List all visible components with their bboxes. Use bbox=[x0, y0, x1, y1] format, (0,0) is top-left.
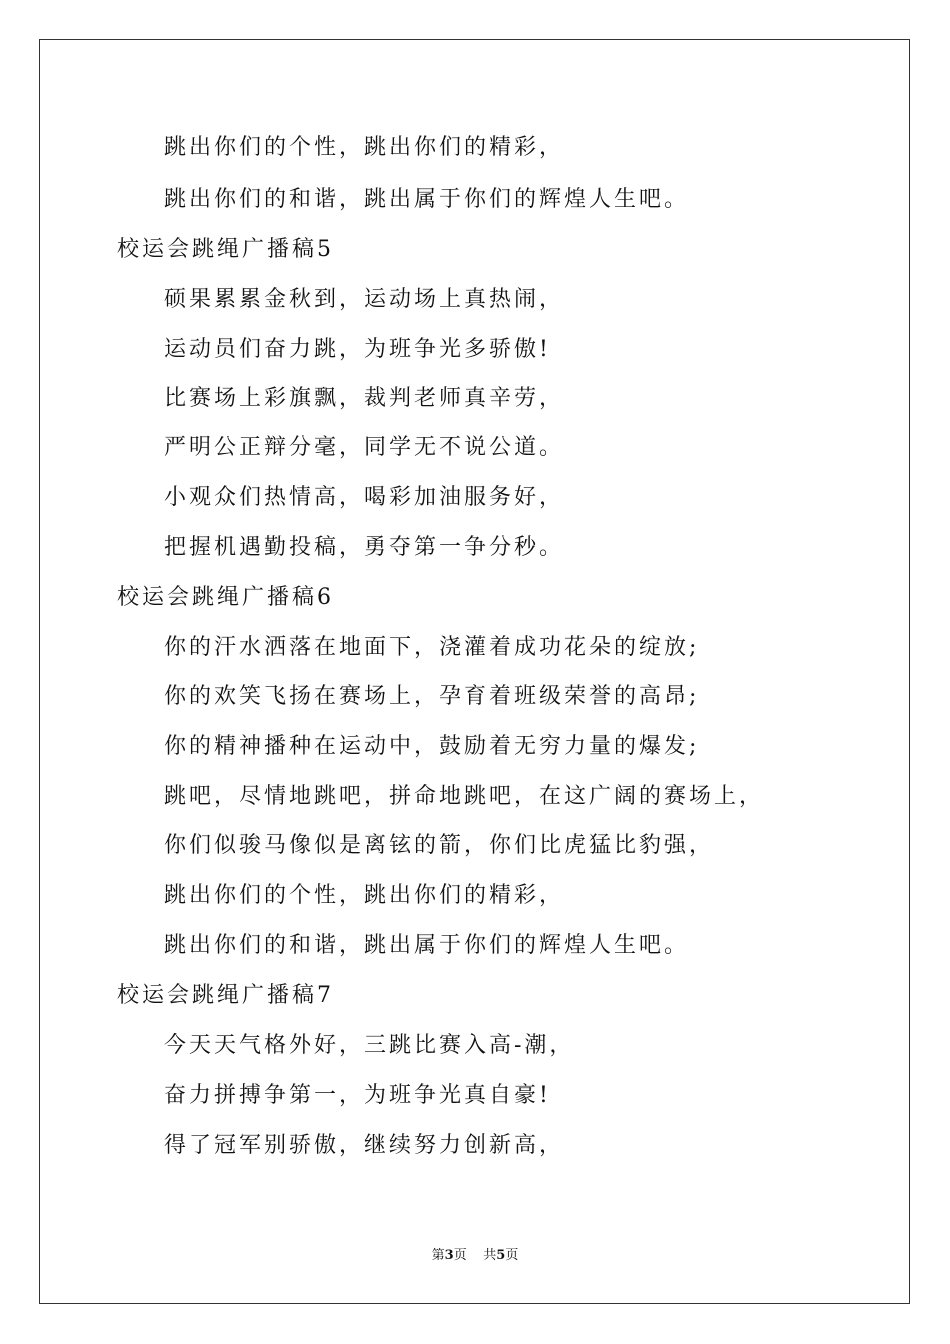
poem-line: 小观众们热情高，喝彩加油服务好， bbox=[164, 485, 565, 510]
page-border bbox=[39, 39, 910, 1304]
poem-line: 严明公正辩分毫，同学无不说公道。 bbox=[164, 435, 565, 460]
poem-line: 你的汗水洒落在地面下，浇灌着成功花朵的绽放; bbox=[164, 635, 700, 660]
poem-line: 你们似骏马像似是离铉的箭，你们比虎猛比豹强， bbox=[164, 833, 715, 858]
poem-line: 运动员们奋力跳，为班争光多骄傲! bbox=[164, 337, 551, 362]
poem-line: 跳出你们的和谐，跳出属于你们的辉煌人生吧。 bbox=[164, 933, 690, 958]
poem-line: 跳出你们的个性，跳出你们的精彩， bbox=[164, 135, 565, 160]
poem-line: 你的精神播种在运动中，鼓励着无穷力量的爆发; bbox=[164, 734, 700, 759]
poem-line: 把握机遇勤投稿，勇夺第一争分秒。 bbox=[164, 535, 565, 560]
poem-line: 比赛场上彩旗飘，裁判老师真辛劳， bbox=[164, 386, 565, 411]
page-number: 第3页 bbox=[431, 1248, 467, 1263]
poem-line: 今天天气格外好，三跳比赛入高-潮， bbox=[164, 1033, 575, 1058]
poem-line: 奋力拼搏争第一，为班争光真自豪! bbox=[164, 1083, 551, 1108]
poem-line: 硕果累累金秋到，运动场上真热闹， bbox=[164, 287, 565, 312]
poem-line: 得了冠军别骄傲，继续努力创新高， bbox=[164, 1133, 565, 1158]
section-heading: 校运会跳绳广播稿7 bbox=[117, 983, 334, 1008]
page-total: 共5页 bbox=[483, 1248, 519, 1263]
poem-line: 跳出你们的个性，跳出你们的精彩， bbox=[164, 883, 565, 908]
page-footer bbox=[0, 1247, 950, 1265]
section-heading: 校运会跳绳广播稿5 bbox=[117, 237, 334, 262]
section-heading: 校运会跳绳广播稿6 bbox=[117, 585, 334, 610]
poem-line: 你的欢笑飞扬在赛场上，孕育着班级荣誉的高昂; bbox=[164, 684, 700, 709]
poem-line: 跳出你们的和谐，跳出属于你们的辉煌人生吧。 bbox=[164, 187, 690, 212]
poem-line: 跳吧，尽情地跳吧，拼命地跳吧，在这广阔的赛场上， bbox=[164, 784, 765, 809]
